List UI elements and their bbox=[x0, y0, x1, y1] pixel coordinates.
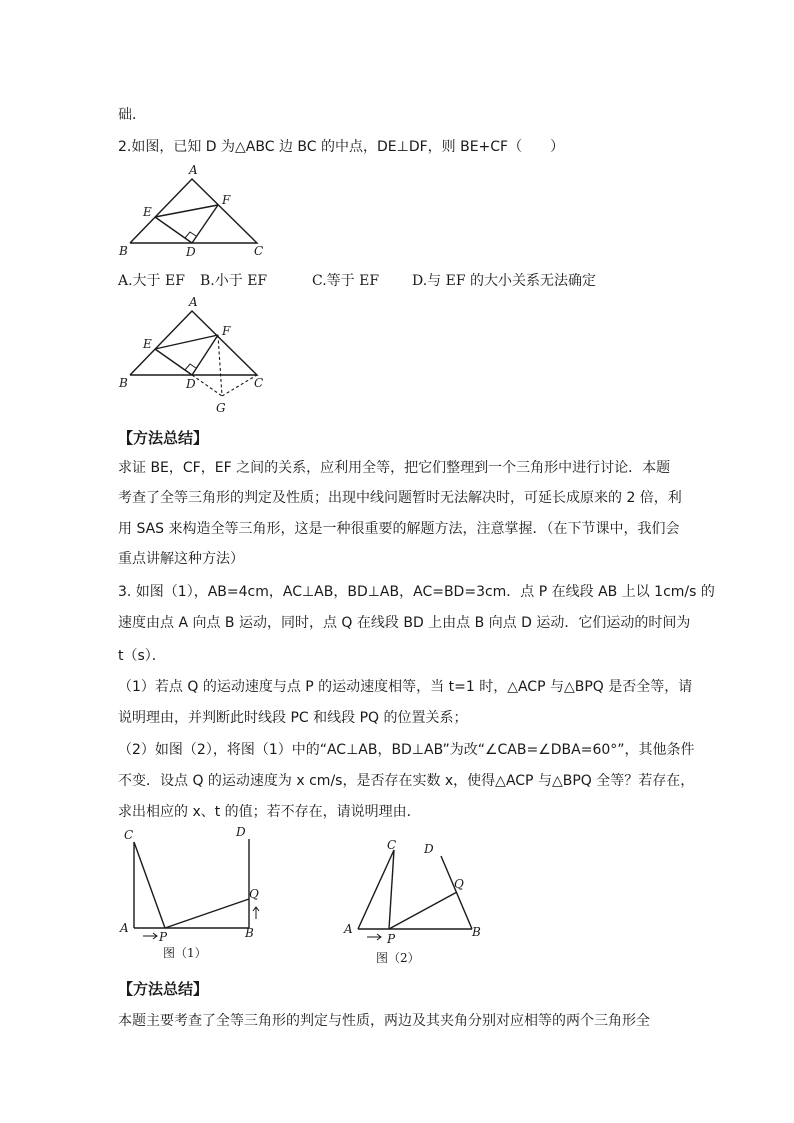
question-3-line: （2）如图（2），将图（1）中的“AC⊥AB，BD⊥AB”为改“∠CAB=∠DBA=60°”，其他条件 bbox=[118, 742, 695, 758]
label-p: P bbox=[387, 932, 396, 946]
label-d: D bbox=[186, 377, 196, 391]
label-g: G bbox=[216, 401, 226, 415]
label-e: E bbox=[143, 337, 152, 351]
method-summary-line: 本题主要考查了全等三角形的判定与性质，两边及其夹角分别对应相等的两个三角形全 bbox=[118, 1013, 650, 1029]
label-f: F bbox=[222, 324, 231, 338]
figure-2-caption: 图（2） bbox=[376, 951, 420, 965]
label-d: D bbox=[186, 245, 196, 259]
figure-1-caption: 图（1） bbox=[163, 946, 207, 960]
method-summary-line: 考查了全等三角形的判定及性质；出现中线问题暂时无法解决时，可延长成原来的 2 倍，利 bbox=[118, 490, 682, 506]
option-b: B.小于 EF bbox=[200, 273, 268, 289]
label-d: D bbox=[424, 842, 434, 856]
label-c: C bbox=[387, 838, 397, 852]
label-b: B bbox=[119, 376, 128, 390]
question-3-line: 速度由点 A 向点 B 运动，同时，点 Q 在线段 BD 上由点 B 向点 D 运动．它们运动的时间为 bbox=[118, 615, 691, 631]
label-p: P bbox=[159, 930, 168, 944]
method-summary-heading: 【方法总结】 bbox=[118, 429, 209, 447]
label-q: Q bbox=[454, 877, 464, 891]
question-3-line: （1）若点 Q 的运动速度与点 P 的运动速度相等，当 t=1 时，△ACP 与△BPQ 是否全等，请 bbox=[118, 679, 693, 695]
method-summary-line: 求证 BE，CF，EF 之间的关系，应利用全等，把它们整理到一个三角形中进行讨论．本题 bbox=[118, 460, 671, 476]
method-summary-line: 用 SAS 来构造全等三角形，这是一种很重要的解题方法，注意掌握．（在下节课中，我们会 bbox=[118, 521, 680, 537]
label-b: B bbox=[472, 925, 481, 939]
label-a: A bbox=[120, 921, 129, 935]
question-2-stem: 2.如图，已知 D 为△ABC 边 BC 的中点，DE⊥DF，则 BE+CF（ ） bbox=[118, 139, 565, 155]
label-a: A bbox=[189, 163, 198, 177]
label-b: B bbox=[245, 926, 254, 940]
question-3-line: 不变．设点 Q 的运动速度为 x cm/s，是否存在实数 x，使得△ACP 与△BPQ 全等？若存在， bbox=[118, 773, 695, 789]
label-c: C bbox=[254, 376, 264, 390]
question-3-line: 求出相应的 x、t 的值；若不存在，请说明理由． bbox=[118, 804, 421, 820]
label-b: B bbox=[119, 244, 128, 258]
label-f: F bbox=[222, 193, 231, 207]
label-a: A bbox=[344, 922, 353, 936]
question-3-line: 说明理由，并判断此时线段 PC 和线段 PQ 的位置关系； bbox=[118, 710, 468, 726]
label-a: A bbox=[189, 295, 198, 309]
question-3-line: t（s）． bbox=[118, 648, 166, 664]
method-summary-line: 重点讲解这种方法） bbox=[118, 551, 244, 567]
text-fragment: 础． bbox=[118, 107, 146, 123]
label-c: C bbox=[254, 244, 264, 258]
figure-triangle-abc-extended bbox=[115, 295, 275, 420]
label-q: Q bbox=[249, 887, 259, 901]
option-d: D.与 EF 的大小关系无法确定 bbox=[412, 273, 597, 289]
figure-triangle-abc bbox=[115, 163, 275, 258]
figure-1-rectangle bbox=[115, 823, 275, 963]
figure-2-trapezoid bbox=[340, 833, 500, 968]
method-summary-heading: 【方法总结】 bbox=[118, 980, 209, 998]
option-a: A.大于 EF bbox=[118, 273, 185, 289]
label-c: C bbox=[124, 828, 134, 842]
option-c: C.等于 EF bbox=[312, 273, 380, 289]
label-d: D bbox=[236, 825, 246, 839]
question-3-line: 3. 如图（1），AB=4cm，AC⊥AB，BD⊥AB，AC=BD=3cm．点 P 在线段 AB 上以 1cm/s 的 bbox=[118, 584, 715, 600]
label-e: E bbox=[143, 205, 152, 219]
